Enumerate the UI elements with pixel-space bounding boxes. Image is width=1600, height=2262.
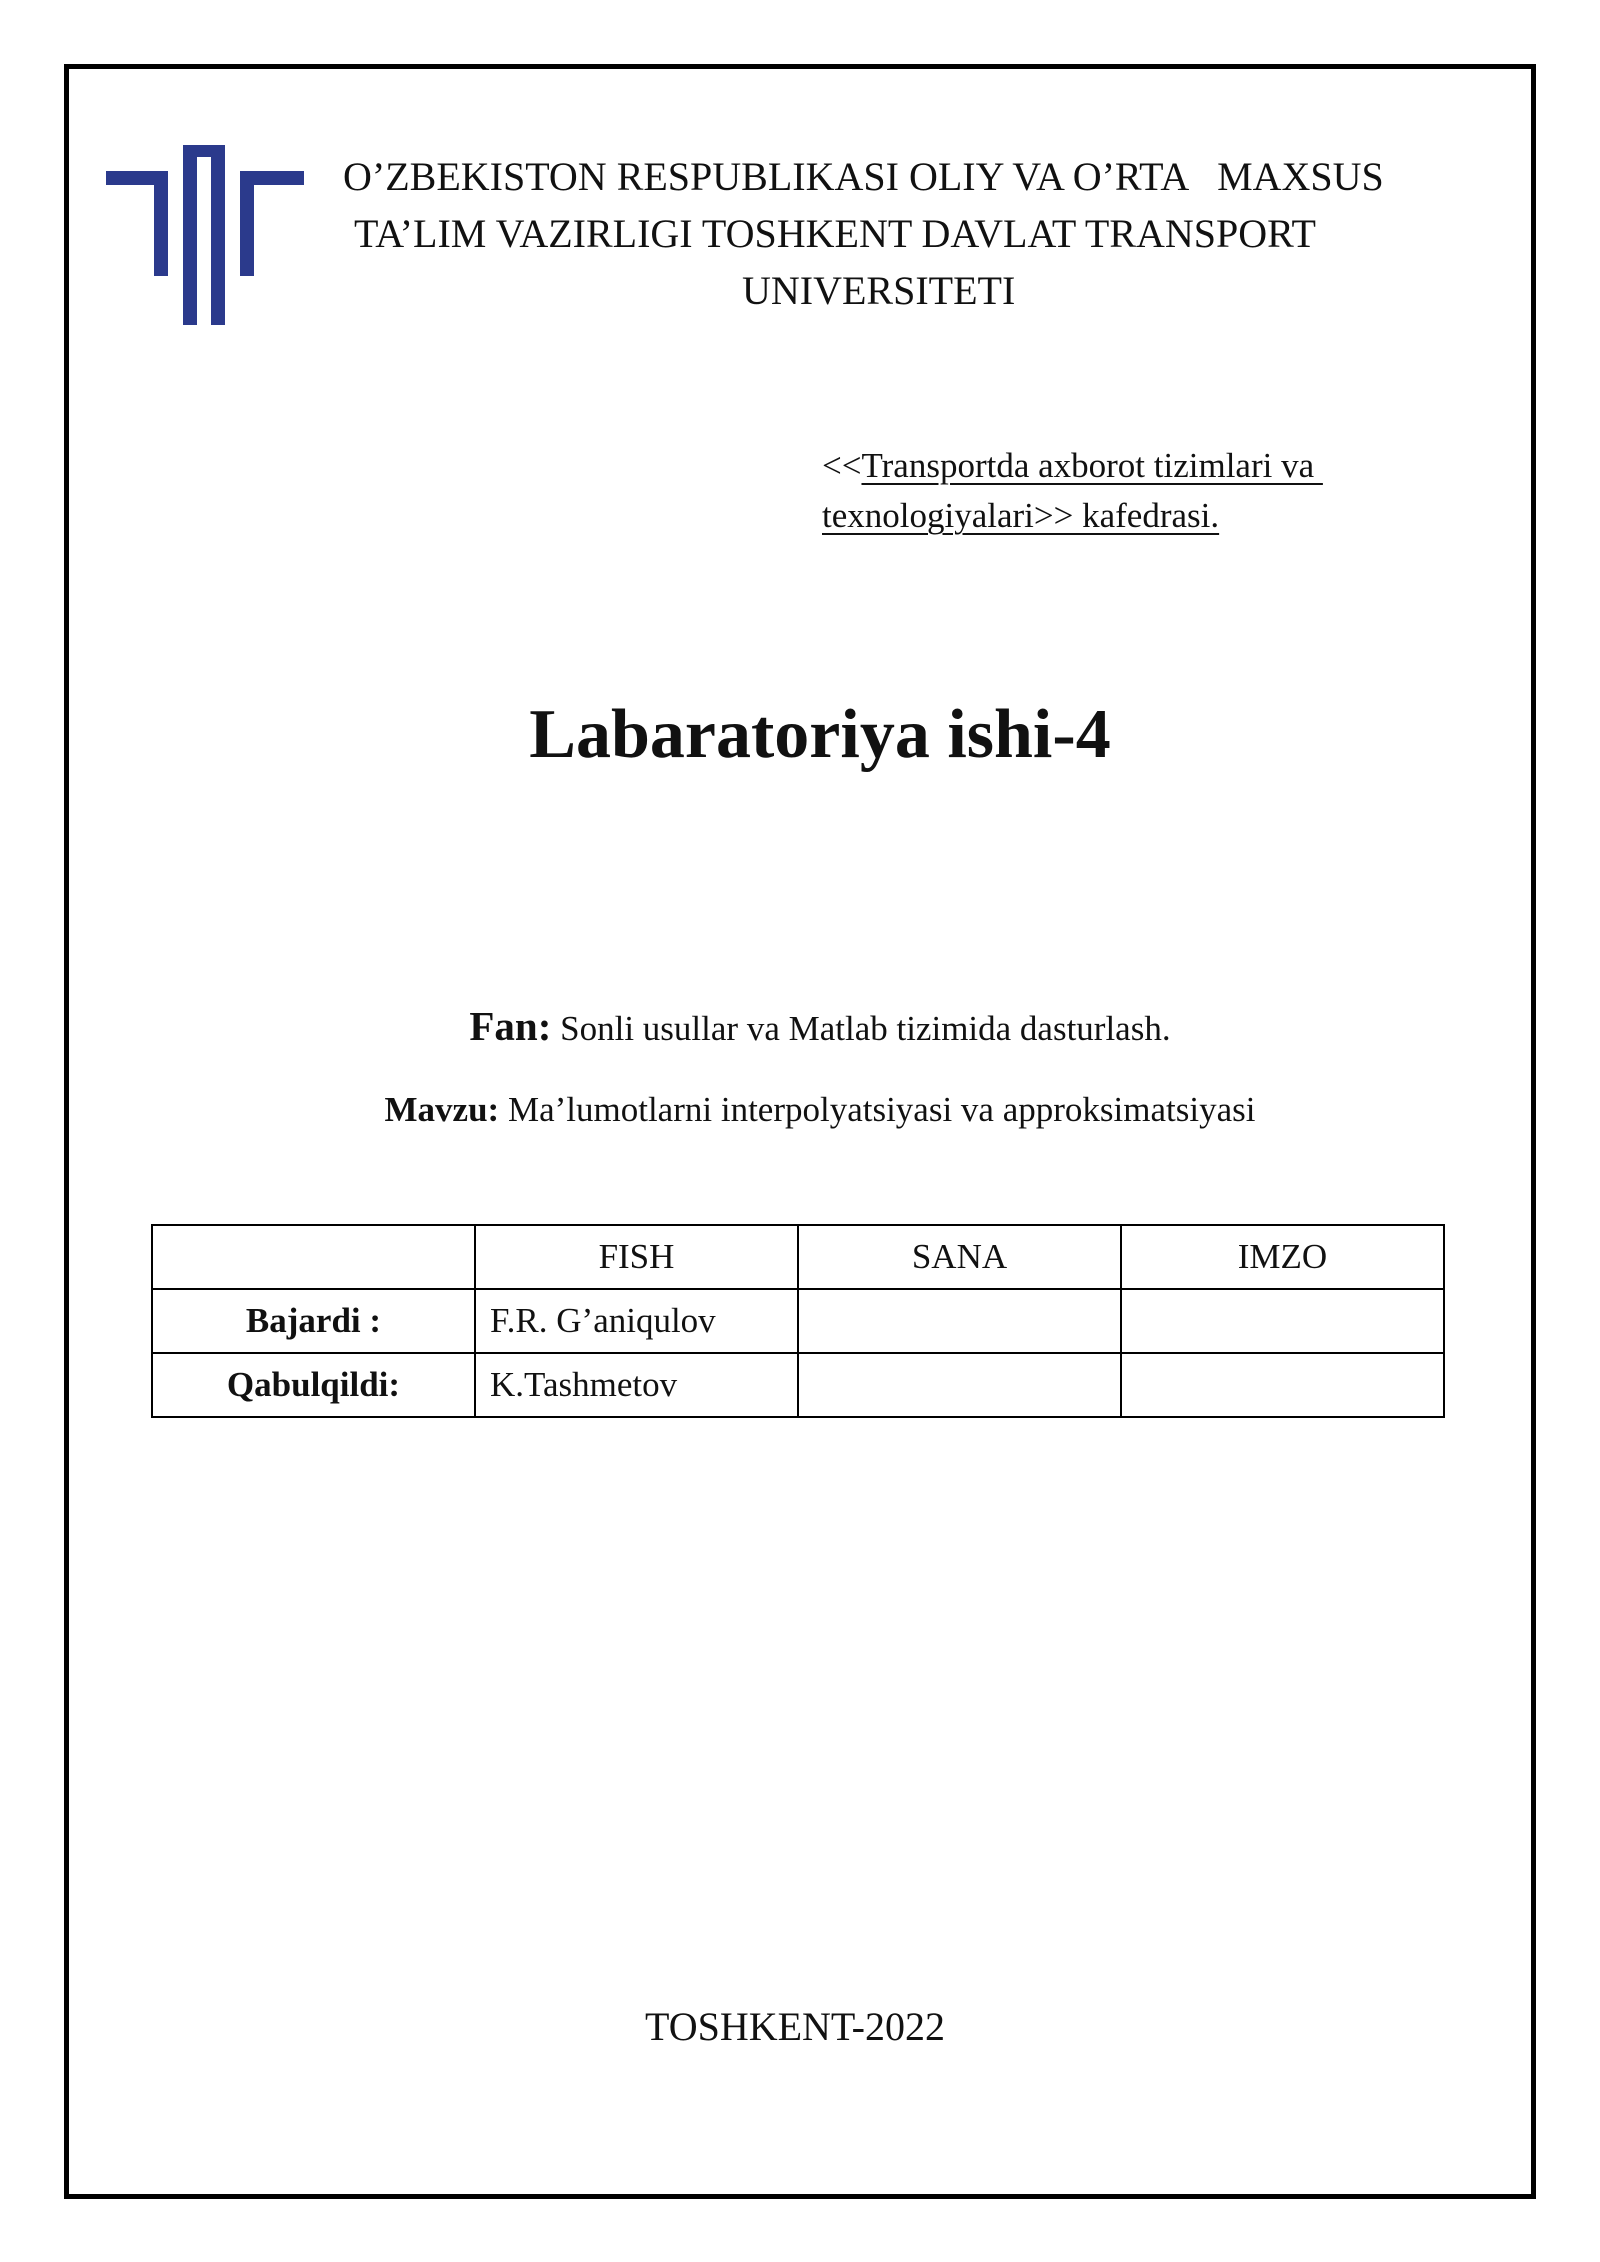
table-header-imzo: IMZO [1121,1225,1444,1289]
name-cell: F.R. G’aniqulov [475,1289,798,1353]
date-cell [798,1289,1121,1353]
subject-label: Fan: [469,1003,552,1049]
table-header-cell [152,1225,475,1289]
signature-cell [1121,1353,1444,1417]
subject-value: Sonli usullar va Matlab tizimida dasturlash. [551,1009,1171,1048]
page-title: Labaratoriya ishi-4 [529,696,1111,773]
role-cell: Qabulqildi: [152,1353,475,1417]
topic-label: Mavzu: [384,1090,500,1129]
institution-header [330,148,1520,319]
department-prefix: << [822,446,862,485]
name-cell: K.Tashmetov [475,1353,798,1417]
department-line-2: texnologiyalari>> kafedrasi. [822,496,1220,535]
subject-line [0,998,1600,1057]
city-year: TOSHKENT-2022 [644,2004,946,2049]
topic-line [0,1084,1600,1136]
date-cell [798,1353,1121,1417]
table-row [152,1289,1444,1353]
header-line-3: UNIVERSITETI [742,268,1016,313]
university-logo [106,145,304,325]
signature-cell [1121,1289,1444,1353]
department-line-1: Transportda axborot tizimlari va [861,446,1323,485]
department-name [822,441,1323,541]
table-row [152,1353,1444,1417]
table-header-fish: FISH [475,1225,798,1289]
role-cell: Bajardi : [152,1289,475,1353]
table-header-sana: SANA [798,1225,1121,1289]
header-line-1: O’ZBEKISTON RESPUBLIKASI OLIY VA O’RTA MAXSUS [343,154,1384,199]
signature-table [151,1224,1445,1418]
table-header-row [152,1225,1444,1289]
header-line-2: TA’LIM VAZIRLIGI TOSHKENT DAVLAT TRANSPORT [354,211,1316,256]
topic-value: Ma’lumotlarni interpolyatsiyasi va approksimatsiyasi [499,1090,1256,1129]
